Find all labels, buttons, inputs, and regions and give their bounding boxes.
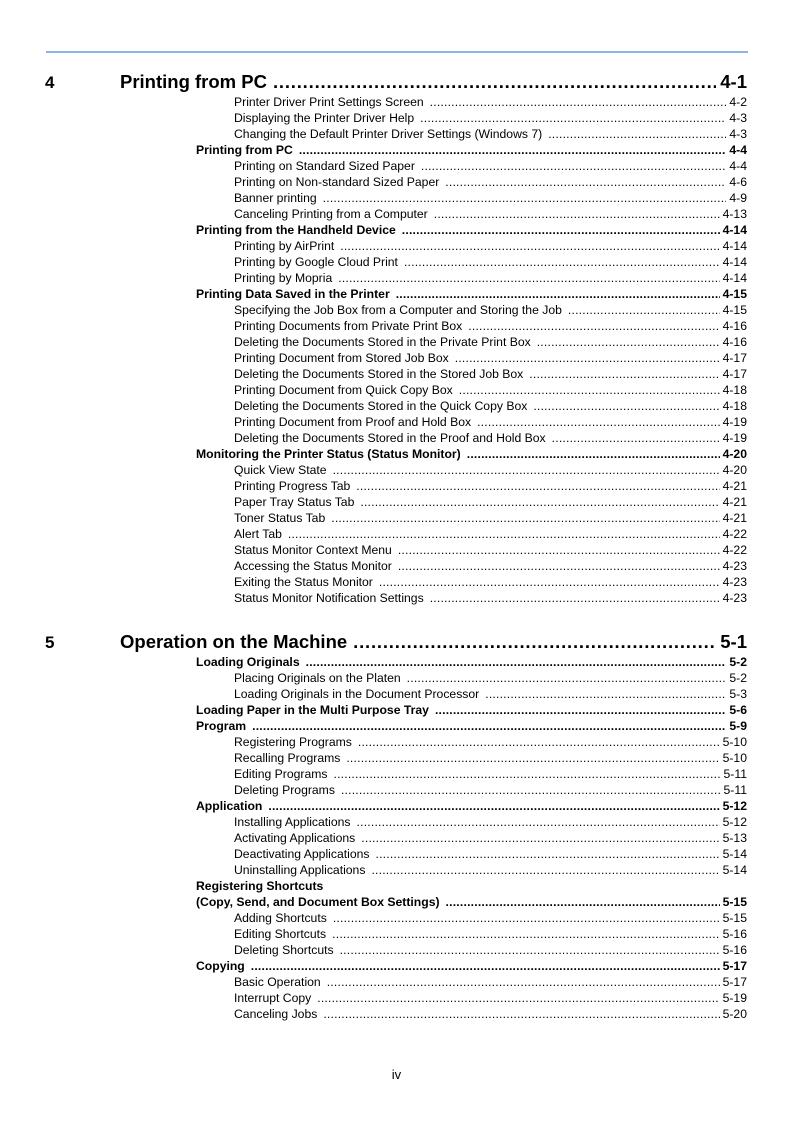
entry-page: 5-2: [729, 655, 747, 669]
entry-title: Application: [196, 799, 263, 813]
entry-page: 4-20: [722, 447, 747, 461]
toc-subentry-deleting-the-documents-stored-in-the-stored-job-box[interactable]: [234, 366, 747, 382]
toc-section-program[interactable]: [196, 718, 747, 734]
toc-subentry-quick-view-state[interactable]: [234, 462, 747, 478]
entry-title: Monitoring the Printer Status (Status Monitor): [196, 447, 461, 461]
dot-leader: [323, 191, 727, 206]
entry-title: Exiting the Status Monitor: [234, 575, 373, 589]
dot-leader: [356, 479, 719, 494]
toc-subentry-deactivating-applications[interactable]: [234, 846, 747, 862]
toc-subentry-paper-tray-status-tab[interactable]: [234, 494, 747, 510]
chapter-page: 4-1: [720, 71, 747, 92]
entry-page: 4-9: [729, 191, 747, 205]
dot-leader: [357, 815, 720, 830]
entry-page: 4-18: [722, 383, 747, 397]
dot-leader: [468, 319, 719, 334]
dot-leader: [402, 223, 720, 238]
dot-leader: [398, 543, 720, 558]
toc-subentry-interrupt-copy[interactable]: [234, 990, 747, 1006]
entry-title: Printing Documents from Private Print Box: [234, 319, 463, 333]
entry-title: Activating Applications: [234, 831, 356, 845]
entry-title: Loading Originals: [196, 655, 300, 669]
entry-title: Loading Paper in the Multi Purpose Tray: [196, 703, 429, 717]
entry-title: Printing on Non-standard Sized Paper: [234, 175, 440, 189]
header-rule: [46, 51, 748, 53]
dot-leader: [430, 591, 720, 606]
toc-subentry-printer-driver-print-settings-screen[interactable]: [234, 94, 747, 110]
dot-leader: [552, 431, 720, 446]
dot-leader: [252, 719, 726, 734]
entry-title: Paper Tray Status Tab: [234, 495, 355, 509]
dot-leader: [420, 111, 726, 126]
chapter-title-link[interactable]: [120, 69, 747, 93]
entry-page: 4-23: [722, 575, 747, 589]
entry-title: Adding Shortcuts: [234, 911, 327, 925]
toc-subentry-status-monitor-notification-settings[interactable]: [234, 590, 747, 606]
entry-page: 5-2: [729, 671, 747, 685]
toc-section-printing-from-pc[interactable]: [196, 142, 747, 158]
dot-leader: [327, 975, 720, 990]
entry-title: Deactivating Applications: [234, 847, 370, 861]
entry-title: Canceling Printing from a Computer: [234, 207, 428, 221]
toc-subentry-deleting-shortcuts[interactable]: [234, 942, 747, 958]
dot-leader: [434, 207, 720, 222]
entry-title: Recalling Programs: [234, 751, 341, 765]
dot-leader: [299, 143, 727, 158]
entry-title: Printing Progress Tab: [234, 479, 351, 493]
dot-leader: [455, 351, 720, 366]
entry-page: 5-6: [729, 703, 747, 717]
dot-leader: [407, 671, 727, 686]
toc-subentry-printing-by-airprint[interactable]: [234, 238, 747, 254]
toc-section-copying[interactable]: [196, 958, 747, 974]
entry-page: 5-9: [729, 719, 747, 733]
toc-subentry-printing-document-from-proof-and-hold-box[interactable]: [234, 414, 747, 430]
entry-title: Banner printing: [234, 191, 317, 205]
dot-leader: [268, 799, 719, 814]
dot-leader: [333, 463, 720, 478]
entry-title: Deleting the Documents Stored in the Private Print Box: [234, 335, 531, 349]
entry-page: 4-4: [729, 159, 747, 173]
chapter-title: Operation on the Machine: [120, 631, 348, 652]
dot-leader: [317, 991, 719, 1006]
dot-leader: [459, 383, 720, 398]
entry-page: 4-19: [722, 431, 747, 445]
entry-page: 4-4: [729, 143, 747, 157]
dot-leader: [568, 303, 720, 318]
toc-subentry-printing-document-from-stored-job-box[interactable]: [234, 350, 747, 366]
dot-leader: [341, 783, 721, 798]
toc-subentry-basic-operation[interactable]: [234, 974, 747, 990]
entry-page: 4-3: [729, 111, 747, 125]
entry-page: 4-3: [729, 127, 747, 141]
entry-title: Copying: [196, 959, 245, 973]
dot-leader: [288, 527, 720, 542]
entry-page: 5-3: [729, 687, 747, 701]
dot-leader: [360, 495, 719, 510]
entry-title: Printing Document from Stored Job Box: [234, 351, 449, 365]
entry-page: 5-12: [722, 799, 747, 813]
entry-page: 4-17: [722, 367, 747, 381]
dot-leader: [421, 159, 726, 174]
entry-page: 4-15: [722, 303, 747, 317]
dot-leader: [346, 751, 719, 766]
entry-title: Printing from PC: [196, 143, 293, 157]
toc-subentry-deleting-programs[interactable]: [234, 782, 747, 798]
toc-section-application[interactable]: [196, 798, 747, 814]
entry-page: 4-22: [722, 543, 747, 557]
toc-subentry-uninstalling-applications[interactable]: [234, 862, 747, 878]
entry-page: 4-6: [729, 175, 747, 189]
entry-title: Changing the Default Printer Driver Settings (Windows 7): [234, 127, 543, 141]
entry-page: 5-11: [723, 783, 747, 797]
toc-subentry-printing-progress-tab[interactable]: [234, 478, 747, 494]
entry-page: 5-20: [722, 1007, 747, 1021]
dot-leader: [251, 959, 720, 974]
entry-title: Deleting Programs: [234, 783, 335, 797]
toc-subentry-deleting-the-documents-stored-in-the-private-print-box[interactable]: [234, 334, 747, 350]
entry-page: 4-21: [722, 495, 747, 509]
entry-page: 5-17: [722, 959, 747, 973]
chapter-number: 5: [45, 633, 55, 652]
entry-page: 5-16: [722, 943, 747, 957]
dot-leader: [340, 943, 720, 958]
chapter-title: Printing from PC: [120, 71, 267, 92]
entry-title: (Copy, Send, and Document Box Settings): [196, 895, 440, 909]
toc-subentry-printing-on-standard-sized-paper[interactable]: [234, 158, 747, 174]
dot-leader: [537, 335, 720, 350]
entry-page: 5-13: [722, 831, 747, 845]
entry-title: Printing Document from Proof and Hold Box: [234, 415, 472, 429]
dot-leader: [396, 287, 720, 302]
dot-leader: [548, 127, 726, 142]
dot-leader: [340, 239, 719, 254]
dot-leader: [376, 847, 720, 862]
entry-page: 4-19: [722, 415, 747, 429]
entry-title: Printer Driver Print Settings Screen: [234, 95, 424, 109]
entry-page: 4-14: [722, 255, 747, 269]
toc-subentry-activating-applications[interactable]: [234, 830, 747, 846]
entry-page: 4-15: [722, 287, 747, 301]
entry-title: Printing Data Saved in the Printer: [196, 287, 390, 301]
dot-leader: [333, 911, 720, 926]
chapter-5: [0, 629, 793, 653]
entry-title: Printing from the Handheld Device: [196, 223, 396, 237]
entry-title: Status Monitor Notification Settings: [234, 591, 424, 605]
toc-subentry-printing-by-mopria[interactable]: [234, 270, 747, 286]
entry-title: Deleting Shortcuts: [234, 943, 334, 957]
entry-page: 4-14: [722, 271, 747, 285]
entry-page: 4-16: [722, 335, 747, 349]
entry-page: 4-13: [722, 207, 747, 221]
dot-leader: [361, 831, 719, 846]
entry-title: Basic Operation: [234, 975, 321, 989]
toc-subentry-canceling-jobs[interactable]: [234, 1006, 747, 1022]
entry-page: 5-14: [722, 863, 747, 877]
toc-subentry-adding-shortcuts[interactable]: [234, 910, 747, 926]
entry-title: Displaying the Printer Driver Help: [234, 111, 415, 125]
toc-section-monitoring-the-printer-status-status-monitor[interactable]: [196, 446, 747, 462]
entry-page: 5-10: [722, 735, 747, 749]
entry-title: Alert Tab: [234, 527, 282, 541]
dot-leader: [358, 735, 720, 750]
entry-page: 4-21: [722, 511, 747, 525]
entry-title: Uninstalling Applications: [234, 863, 366, 877]
toc-subentry-printing-on-non-standard-sized-paper[interactable]: [234, 174, 747, 190]
entry-page: 5-10: [722, 751, 747, 765]
chapter-number: 4: [45, 73, 55, 92]
dot-leader: [529, 367, 719, 382]
toc-subentry-changing-the-default-printer-driver-settings-windows-7[interactable]: [234, 126, 747, 142]
chapter-title-link[interactable]: [120, 629, 747, 653]
toc-subentry-deleting-the-documents-stored-in-the-quick-copy-box[interactable]: [234, 398, 747, 414]
entry-title: Deleting the Documents Stored in the Proof and Hold Box: [234, 431, 546, 445]
entry-title: Editing Programs: [234, 767, 328, 781]
dot-leader: [273, 71, 716, 93]
dot-leader: [446, 895, 720, 910]
entry-page: 4-22: [722, 527, 747, 541]
dot-leader: [435, 703, 726, 718]
toc-section-loading-originals[interactable]: [196, 654, 747, 670]
dot-leader: [371, 863, 719, 878]
toc-subentry-deleting-the-documents-stored-in-the-proof-and-hold-box[interactable]: [234, 430, 747, 446]
entry-page: 4-23: [722, 559, 747, 573]
dot-leader: [445, 175, 726, 190]
entry-title: Registering Shortcuts: [196, 879, 324, 893]
dot-leader: [467, 447, 720, 462]
toc-subentry-status-monitor-context-menu[interactable]: [234, 542, 747, 558]
entry-title: Printing Document from Quick Copy Box: [234, 383, 453, 397]
entry-title: Printing on Standard Sized Paper: [234, 159, 415, 173]
toc-subentry-displaying-the-printer-driver-help[interactable]: [234, 110, 747, 126]
dot-leader: [331, 511, 719, 526]
entry-page: 5-15: [722, 895, 747, 909]
dot-leader: [306, 655, 727, 670]
dot-leader: [398, 559, 720, 574]
entry-title: Canceling Jobs: [234, 1007, 318, 1021]
entry-page: 4-14: [722, 239, 747, 253]
entry-page: 4-2: [729, 95, 747, 109]
dot-leader: [404, 255, 720, 270]
toc-section-loading-paper-in-the-multi-purpose-tray[interactable]: [196, 702, 747, 718]
entry-page: 5-19: [722, 991, 747, 1005]
dot-leader: [533, 399, 719, 414]
entry-page: 4-18: [722, 399, 747, 413]
toc-section-copy-send-and-document-box-settings[interactable]: [196, 894, 747, 910]
entry-title: Deleting the Documents Stored in the Stored Job Box: [234, 367, 524, 381]
dot-leader: [430, 95, 727, 110]
entry-title: Deleting the Documents Stored in the Quick Copy Box: [234, 399, 528, 413]
dot-leader: [323, 1007, 719, 1022]
entry-title: Printing by AirPrint: [234, 239, 335, 253]
toc-subentry-canceling-printing-from-a-computer[interactable]: [234, 206, 747, 222]
entry-page: 4-14: [722, 223, 747, 237]
page-number: iv: [391, 1067, 402, 1082]
entry-title: Printing by Mopria: [234, 271, 333, 285]
dot-leader: [338, 271, 719, 286]
entry-title: Interrupt Copy: [234, 991, 312, 1005]
entry-page: 4-20: [722, 463, 747, 477]
dot-leader: [353, 631, 716, 653]
toc-subentry-banner-printing[interactable]: [234, 190, 747, 206]
toc-subentry-placing-originals-on-the-platen[interactable]: [234, 670, 747, 686]
toc-subentry-printing-by-google-cloud-print[interactable]: [234, 254, 747, 270]
chapter-4: [0, 69, 793, 93]
toc-subentry-loading-originals-in-the-document-processor[interactable]: [234, 686, 747, 702]
entry-title: Editing Shortcuts: [234, 927, 327, 941]
entry-title: Toner Status Tab: [234, 511, 326, 525]
toc-subentry-toner-status-tab[interactable]: [234, 510, 747, 526]
entry-title: Status Monitor Context Menu: [234, 543, 392, 557]
entry-page: 5-15: [722, 911, 747, 925]
dot-leader: [485, 687, 726, 702]
dot-leader: [379, 575, 720, 590]
toc-section-printing-from-the-handheld-device[interactable]: [196, 222, 747, 238]
toc-subentry-alert-tab[interactable]: [234, 526, 747, 542]
entry-page: 4-23: [722, 591, 747, 605]
entry-page: 4-17: [722, 351, 747, 365]
entry-page: 4-16: [722, 319, 747, 333]
entry-title: Placing Originals on the Platen: [234, 671, 401, 685]
entry-title: Installing Applications: [234, 815, 351, 829]
entry-page: 4-21: [722, 479, 747, 493]
toc-subentry-printing-documents-from-private-print-box[interactable]: [234, 318, 747, 334]
entry-title: Quick View State: [234, 463, 327, 477]
entry-title: Printing by Google Cloud Print: [234, 255, 398, 269]
toc-subentry-printing-document-from-quick-copy-box[interactable]: [234, 382, 747, 398]
toc-subentry-editing-programs[interactable]: [234, 766, 747, 782]
entry-title: Specifying the Job Box from a Computer and Storing the Job: [234, 303, 562, 317]
toc-section-printing-data-saved-in-the-printer[interactable]: [196, 286, 747, 302]
entry-title: Registering Programs: [234, 735, 352, 749]
toc-section-registering-shortcuts[interactable]: [196, 878, 747, 894]
toc-subentry-registering-programs[interactable]: [234, 734, 747, 750]
toc-subentry-installing-applications[interactable]: [234, 814, 747, 830]
entry-page: 5-17: [722, 975, 747, 989]
toc-subentry-recalling-programs[interactable]: [234, 750, 747, 766]
toc-subentry-exiting-the-status-monitor[interactable]: [234, 574, 747, 590]
dot-leader: [333, 767, 720, 782]
dot-leader: [477, 415, 720, 430]
entry-page: 5-12: [722, 815, 747, 829]
entry-title: Program: [196, 719, 247, 733]
chapter-page: 5-1: [720, 631, 747, 652]
entry-page: 5-14: [722, 847, 747, 861]
toc-subentry-editing-shortcuts[interactable]: [234, 926, 747, 942]
entry-title: Accessing the Status Monitor: [234, 559, 392, 573]
entry-title: Loading Originals in the Document Processor: [234, 687, 480, 701]
toc-subentry-accessing-the-status-monitor[interactable]: [234, 558, 747, 574]
entry-page: 5-16: [722, 927, 747, 941]
dot-leader: [332, 927, 719, 942]
toc-subentry-specifying-the-job-box-from-a-computer-and-storing-the-job[interactable]: [234, 302, 747, 318]
entry-page: 5-11: [723, 767, 747, 781]
